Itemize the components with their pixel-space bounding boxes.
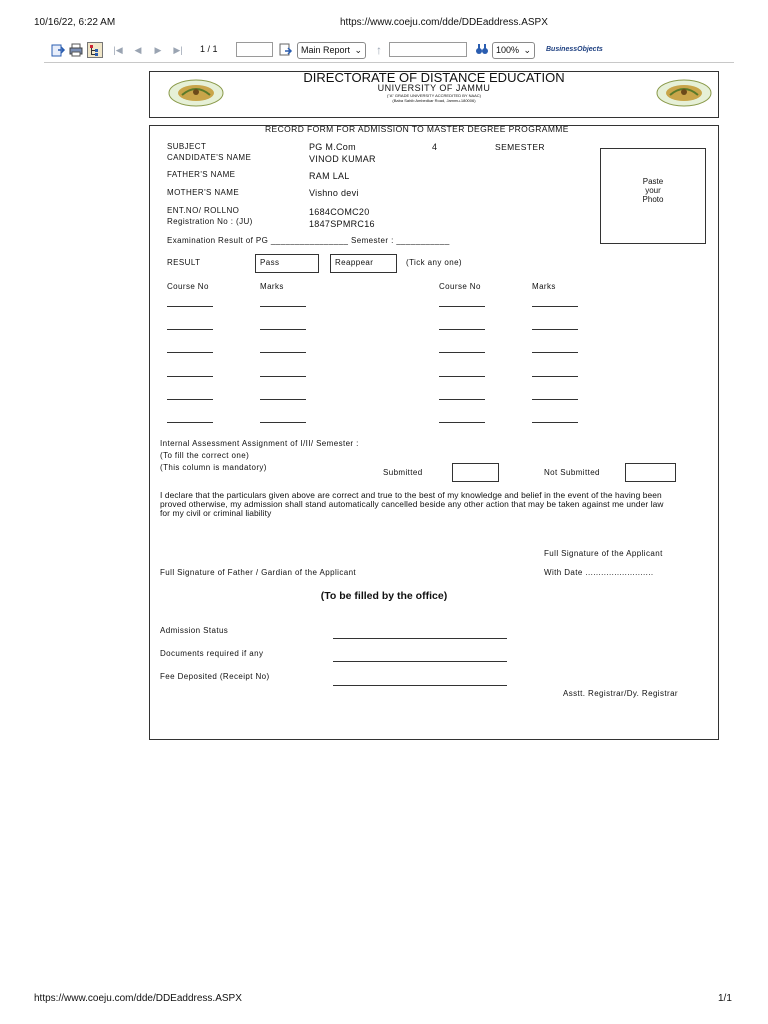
- course-marks-blank-line: [167, 352, 213, 353]
- footer-url: https://www.coeju.com/dde/DDEaddress.ASPX: [34, 993, 242, 1004]
- photo-text: Paste your Photo: [642, 177, 664, 204]
- up-arrow-icon[interactable]: ↑: [376, 43, 382, 57]
- zoom-select[interactable]: [492, 42, 535, 59]
- result-label: RESULT: [167, 258, 201, 267]
- submitted-box[interactable]: [452, 463, 499, 482]
- course-marks-blank-line: [260, 399, 306, 400]
- fee-deposited-line: [333, 685, 507, 686]
- course-marks-blank-line: [532, 306, 578, 307]
- print-url: https://www.coeju.com/dde/DDEaddress.ASPX: [340, 17, 548, 28]
- course-no-header-right: Course No: [439, 282, 481, 291]
- course-marks-blank-line: [260, 352, 306, 353]
- reappear-option-box[interactable]: [330, 254, 397, 273]
- course-no-header-left: Course No: [167, 282, 209, 291]
- page-indicator: 1 / 1: [200, 44, 218, 54]
- go-to-page-icon[interactable]: [278, 42, 294, 58]
- ent-roll-value: 1684COMC20: [309, 207, 370, 217]
- export-icon[interactable]: [50, 42, 66, 58]
- fee-deposited-label: Fee Deposited (Receipt No): [160, 672, 270, 681]
- admission-status-label: Admission Status: [160, 626, 229, 635]
- course-marks-blank-line: [260, 376, 306, 377]
- chevron-down-icon: ⌄: [523, 45, 531, 55]
- course-marks-blank-line: [260, 306, 306, 307]
- course-marks-blank-line: [439, 306, 485, 307]
- registration-value: 1847SPMRC16: [309, 219, 375, 229]
- zoom-select-value: 100%: [496, 45, 520, 55]
- declaration-text: I declare that the particulars given above are correct and true to the best of my knowledge and belief in the event of the having been proved otherwise, my admission shall stand automatically cancelled beside any other action that may be taken against me under law for my civil or criminal liability: [160, 490, 664, 518]
- next-page-icon[interactable]: ▶: [154, 45, 162, 55]
- pass-option-label: Pass: [260, 258, 280, 267]
- not-submitted-label: Not Submitted: [544, 468, 600, 477]
- course-marks-blank-line: [532, 422, 578, 423]
- ent-roll-label: ENT.NO/ ROLLNO: [167, 206, 240, 215]
- subject-label: SUBJECT: [167, 142, 207, 151]
- header-subtitle: UNIVERSITY OF JAMMU: [377, 83, 491, 93]
- report-select[interactable]: [297, 42, 366, 59]
- course-marks-blank-line: [439, 376, 485, 377]
- office-heading: (To be filled by the office): [320, 590, 448, 602]
- search-binoculars-icon[interactable]: [474, 42, 490, 58]
- reappear-option-label: Reappear: [335, 258, 374, 267]
- not-submitted-box[interactable]: [625, 463, 676, 482]
- semester-number: 4: [432, 142, 438, 152]
- course-marks-blank-line: [532, 399, 578, 400]
- search-input[interactable]: [389, 42, 467, 57]
- course-marks-blank-line: [260, 329, 306, 330]
- course-marks-blank-line: [167, 329, 213, 330]
- admission-status-line: [333, 638, 507, 639]
- course-marks-blank-line: [439, 399, 485, 400]
- brand-logo: BusinessObjects: [546, 46, 603, 53]
- father-name-value: RAM LAL: [309, 171, 350, 181]
- course-marks-blank-line: [167, 306, 213, 307]
- registrar-label: Asstt. Registrar/Dy. Registrar: [563, 689, 678, 698]
- course-marks-blank-line: [260, 422, 306, 423]
- candidate-name-label: CANDIDATE'S NAME: [167, 153, 252, 162]
- last-page-icon[interactable]: ▶|: [173, 45, 183, 55]
- mother-name-label: MOTHER'S NAME: [167, 188, 240, 197]
- header-box: [149, 71, 719, 118]
- header-title: DIRECTORATE OF DISTANCE EDUCATION: [303, 70, 565, 85]
- print-icon[interactable]: [68, 42, 84, 58]
- exam-result-line: Examination Result of PG ________________ Semester : ___________: [167, 236, 450, 245]
- submitted-label: Submitted: [383, 468, 423, 477]
- internal-assessment-label: Internal Assessment Assignment of I/II/ Semester :: [160, 439, 359, 448]
- first-page-icon[interactable]: |◀: [113, 45, 123, 55]
- course-marks-blank-line: [532, 352, 578, 353]
- course-marks-blank-line: [167, 376, 213, 377]
- form-title: RECORD FORM FOR ADMISSION TO MASTER DEGREE PROGRAMME: [265, 124, 569, 134]
- photo-box: [600, 148, 706, 244]
- group-tree-icon[interactable]: [87, 42, 103, 58]
- course-marks-blank-line: [532, 376, 578, 377]
- course-marks-blank-line: [167, 399, 213, 400]
- course-marks-blank-line: [439, 352, 485, 353]
- report-select-value: Main Report: [301, 45, 351, 55]
- report-toolbar: [44, 40, 734, 62]
- subject-value: PG M.Com: [309, 142, 356, 152]
- course-marks-blank-line: [439, 329, 485, 330]
- documents-required-label: Documents required if any: [160, 649, 264, 658]
- course-marks-blank-line: [439, 422, 485, 423]
- print-datetime: 10/16/22, 6:22 AM: [34, 17, 116, 28]
- toolbar-divider: [44, 62, 734, 63]
- father-name-label: FATHER'S NAME: [167, 170, 236, 179]
- mother-name-value: Vishno devi: [309, 188, 359, 198]
- go-to-page-input[interactable]: [236, 42, 273, 57]
- fill-note: (To fill the correct one): [160, 451, 250, 460]
- semester-label: SEMESTER: [495, 142, 545, 152]
- chevron-down-icon: ⌄: [354, 45, 362, 55]
- candidate-name-value: VINOD KUMAR: [309, 154, 376, 164]
- registration-label: Registration No : (JU): [167, 217, 253, 226]
- header-accreditation: ("A" GRADE UNIVERSITY ACCREDITED BY NAAC): [386, 93, 482, 98]
- pass-option-box[interactable]: [255, 254, 319, 273]
- tick-note: (Tick any one): [406, 258, 462, 267]
- marks-header-right: Marks: [532, 282, 556, 291]
- mandatory-note: (This column is mandatory): [160, 463, 267, 472]
- previous-page-icon[interactable]: ◀: [134, 45, 142, 55]
- course-marks-blank-line: [532, 329, 578, 330]
- documents-required-line: [333, 661, 507, 662]
- marks-header-left: Marks: [260, 282, 284, 291]
- header-address: (Baba Sahib Ambedkar Road, Jammu-180006): [392, 98, 476, 103]
- with-date-label: With Date ..........................: [544, 568, 654, 577]
- applicant-signature-label: Full Signature of the Applicant: [544, 549, 663, 558]
- footer-page-count: 1/1: [718, 993, 732, 1004]
- father-signature-label: Full Signature of Father / Gardian of the Applicant: [160, 568, 357, 577]
- course-marks-blank-line: [167, 422, 213, 423]
